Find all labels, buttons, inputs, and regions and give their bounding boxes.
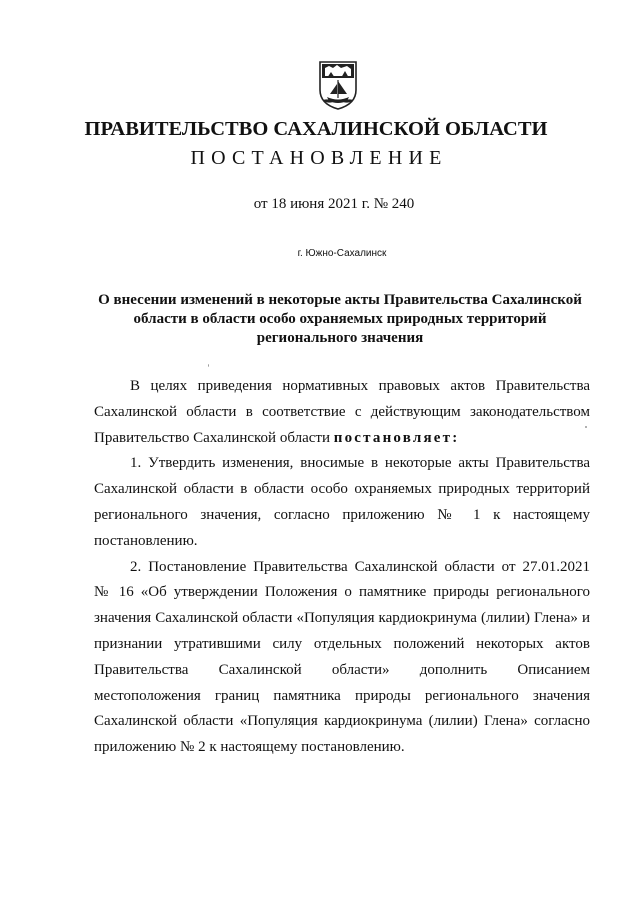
- sakhalin-coat-of-arms-icon: [317, 60, 359, 110]
- document-date-number: от 18 июня 2021 г. № 240: [253, 196, 415, 212]
- document-city: г. Южно-Сахалинск: [297, 248, 387, 259]
- body-line: регионального значения, согласно приложению № 1 к настоящему: [94, 506, 590, 523]
- document-body: [94, 374, 590, 761]
- body-line: 2. Постановление Правительства Сахалинской области от 27.01.2021: [130, 558, 590, 575]
- document-type: ПОСТАНОВЛЕНИЕ: [190, 147, 448, 169]
- organization-title: ПРАВИТЕЛЬСТВО САХАЛИНСКОЙ ОБЛАСТИ: [84, 118, 548, 140]
- document-subject: [90, 291, 590, 348]
- body-line: В целях приведения нормативных правовых актов Правительства: [130, 378, 590, 394]
- item-1-paragraph: [94, 451, 590, 554]
- scan-speck: [208, 364, 209, 367]
- body-line: № 16 «Об утверждении Положения о памятнике природы регионального: [94, 584, 590, 601]
- body-line: постановлению.: [94, 532, 198, 549]
- subject-line: области в области особо охраняемых природных территорий: [133, 311, 547, 327]
- body-line: местоположения границ памятника природы регионального значения: [94, 687, 590, 704]
- item-2-paragraph: [94, 555, 590, 761]
- scan-speck: [585, 426, 587, 428]
- body-line: 1. Утвердить изменения, вносимые в некоторые акты Правительства: [130, 455, 590, 472]
- body-line: Правительства Сахалинской области» дополнить Описанием: [94, 661, 590, 678]
- body-text: Правительство Сахалинской области: [94, 429, 334, 446]
- body-line: Сахалинской области «Популяция кардиокринума (лилии) Глена» согласно: [94, 713, 590, 730]
- body-line: [94, 426, 590, 452]
- subject-line: О внесении изменений в некоторые акты Правительства Сахалинской: [98, 292, 582, 308]
- body-line: значения Сахалинской области «Популяция кардиокринума (лилии) Глена» и: [94, 610, 590, 627]
- body-line: Сахалинской области в области особо охраняемых природных территорий: [94, 481, 590, 498]
- decree-keyword: постановляет:: [333, 429, 460, 446]
- subject-line: регионального значения: [256, 330, 424, 346]
- body-line: признании утратившими силу отдельных положений некоторых актов: [94, 635, 590, 652]
- preamble-paragraph: [94, 374, 590, 451]
- body-line: приложению № 2 к настоящему постановлению.: [94, 739, 405, 756]
- body-line: Сахалинской области в соответствие с действующим законодательством: [94, 403, 590, 420]
